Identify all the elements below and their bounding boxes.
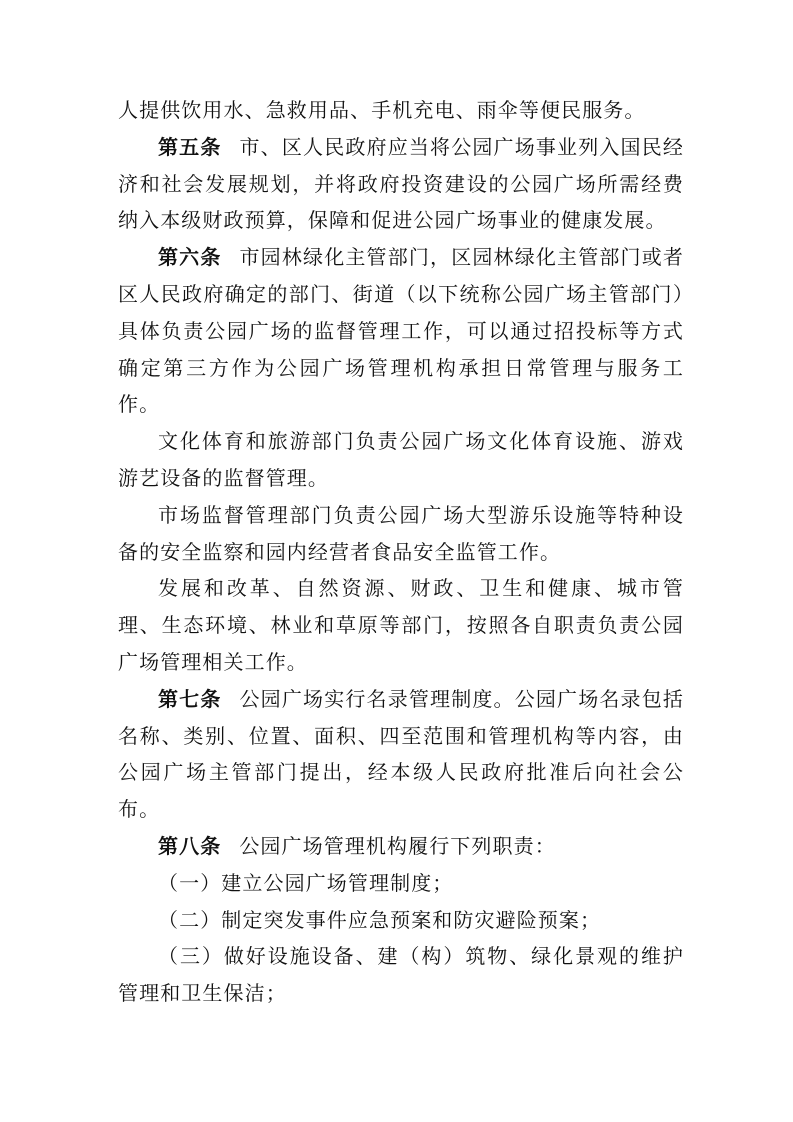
list-item-1: （一）建立公园广场管理制度； xyxy=(158,870,454,895)
paragraph-other-departments: 发展和改革、自然资源、财政、卫生和健康、城市管理、生态环境、林业和草原等部门，按照各自职责负责公园广场管理相关工作。 xyxy=(118,576,684,674)
article-5 xyxy=(118,129,684,239)
article-6 xyxy=(118,239,684,423)
article-8-text: 公园广场管理机构履行下列职责： xyxy=(239,833,556,858)
paragraph-culture-department: 文化体育和旅游部门负责公园广场文化体育设施、游戏游艺设备的监督管理。 xyxy=(118,429,684,490)
article-8-label: 第八条 xyxy=(158,833,222,858)
article-7 xyxy=(118,681,684,828)
article-5-text: 市、区人民政府应当将公园广场事业列入国民经济和社会发展规划，并将政府投资建设的公园广场所需经费纳入本级财政预算，保障和促进公园广场事业的健康发展。 xyxy=(118,134,684,233)
paragraph-continuation: 人提供饮用水、急救用品、手机充电、雨伞等便民服务。 xyxy=(118,98,646,122)
article-8 xyxy=(118,828,684,865)
document-body xyxy=(118,92,684,1012)
article-6-label: 第六条 xyxy=(158,245,222,270)
article-6-text: 市园林绿化主管部门，区园林绿化主管部门或者区人民政府确定的部门、街道（以下统称公园广场主管部门）具体负责公园广场的监督管理工作，可以通过招投标等方式确定第三方作为公园广场管理机构承担日常管理与服务工作。 xyxy=(118,245,684,417)
article-7-text: 公园广场实行名录管理制度。公园广场名录包括名称、类别、位置、面积、四至范围和管理机构等内容，由公园广场主管部门提出，经本级人民政府批准后向社会公布。 xyxy=(118,686,684,822)
paragraph-market-supervision: 市场监督管理部门负责公园广场大型游乐设施等特种设备的安全监察和园内经营者食品安全监管工作。 xyxy=(118,502,684,564)
article-7-label: 第七条 xyxy=(158,686,222,711)
article-5-label: 第五条 xyxy=(158,134,222,159)
list-item-2: （二）制定突发事件应急预案和防灾避险预案； xyxy=(158,907,602,932)
list-item-3: （三）做好设施设备、建（构）筑物、绿化景观的维护管理和卫生保洁； xyxy=(118,944,684,1006)
